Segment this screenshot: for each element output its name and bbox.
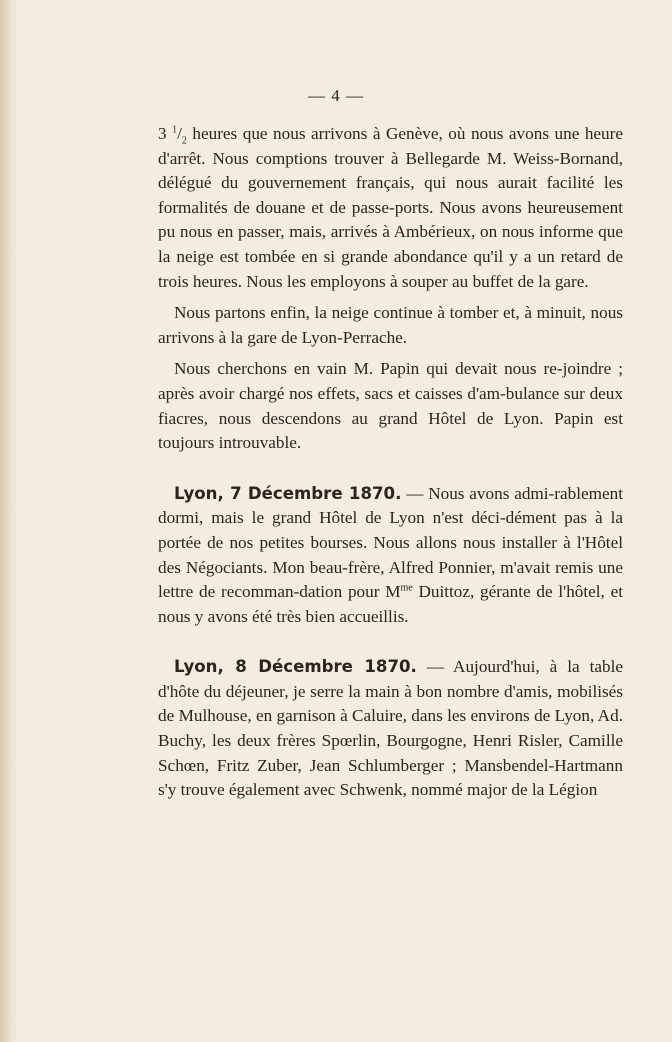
page-edge-shadow — [0, 0, 18, 1042]
paragraph-3: Nous cherchons en vain M. Papin qui devait nous re-joindre ; après avoir chargé nos effets, sacs et caisses d'am-bulance sur deux fiacres, nous descendons au grand Hôtel de Lyon. Papin est toujours introuvable. — [158, 359, 623, 453]
fraction-whole: 3 — [158, 124, 173, 143]
page-number: — 4 — — [308, 86, 364, 105]
entry-date: Lyon, 8 Décembre 1870. — [174, 657, 417, 677]
entry-superscript: me — [400, 582, 413, 594]
entry-date: Lyon, 7 Décembre 1870. — [174, 483, 402, 503]
fraction-slash: / — [177, 124, 182, 143]
paragraph-1-text: heures que nous arrivons à Genève, où nous avons une heure d'arrêt. Nous comptions trouver à Bellegarde M. Weiss-Bornand, délégué du gouvernement français, qui nous aurait facilité les formalités de douane et de passe-ports. Nous avons heureusement pu nous en passer, mais, arrivés à Ambérieux, on nous informe que la neige est tombée en si grande abondance qu'il y a un retard de trois heures. Nous les employons à souper au buffet de la gare. — [158, 124, 623, 291]
paragraph-2: Nous partons enfin, la neige continue à tomber et, à minuit, nous arrivons à la gare de Lyon-Perrache. — [158, 303, 623, 347]
entry-text: — Aujourd'hui, à la table d'hôte du déjeuner, je serre la main à bon nombre d'amis, mobilisés de Mulhouse, en garnison à Caluire, dans les environs de Lyon, Ad. Buchy, les deux frères Spœrlin, Bourgogne, Henri Risler, Camille Schœn, Fritz Zuber, Jean Schlumberger ; Mansbendel-Hartmann s'y trouve également avec Schwenk, nommé major de la Légion — [158, 657, 623, 800]
body-text — [158, 122, 623, 803]
entry-text: — Nous avons admi-rablement dormi, mais le grand Hôtel de Lyon n'est déci-dément pas à la portée de nos petites bourses. Nous allons nous installer à l'Hôtel des Négociants. Mon beau-frère, Alfred Ponnier, m'avait remis une lettre de recomman-dation pour M — [158, 483, 624, 602]
diary-entry-2 — [158, 655, 623, 803]
fraction-denominator: 2 — [181, 135, 187, 147]
fraction-numerator: 1 — [172, 124, 178, 136]
paragraph-1 — [158, 122, 623, 294]
entry-text-end: Duittoz, gérante de l'hôtel, et nous y avons été très bien accueillis. — [158, 582, 623, 626]
diary-entry-1 — [158, 482, 623, 630]
